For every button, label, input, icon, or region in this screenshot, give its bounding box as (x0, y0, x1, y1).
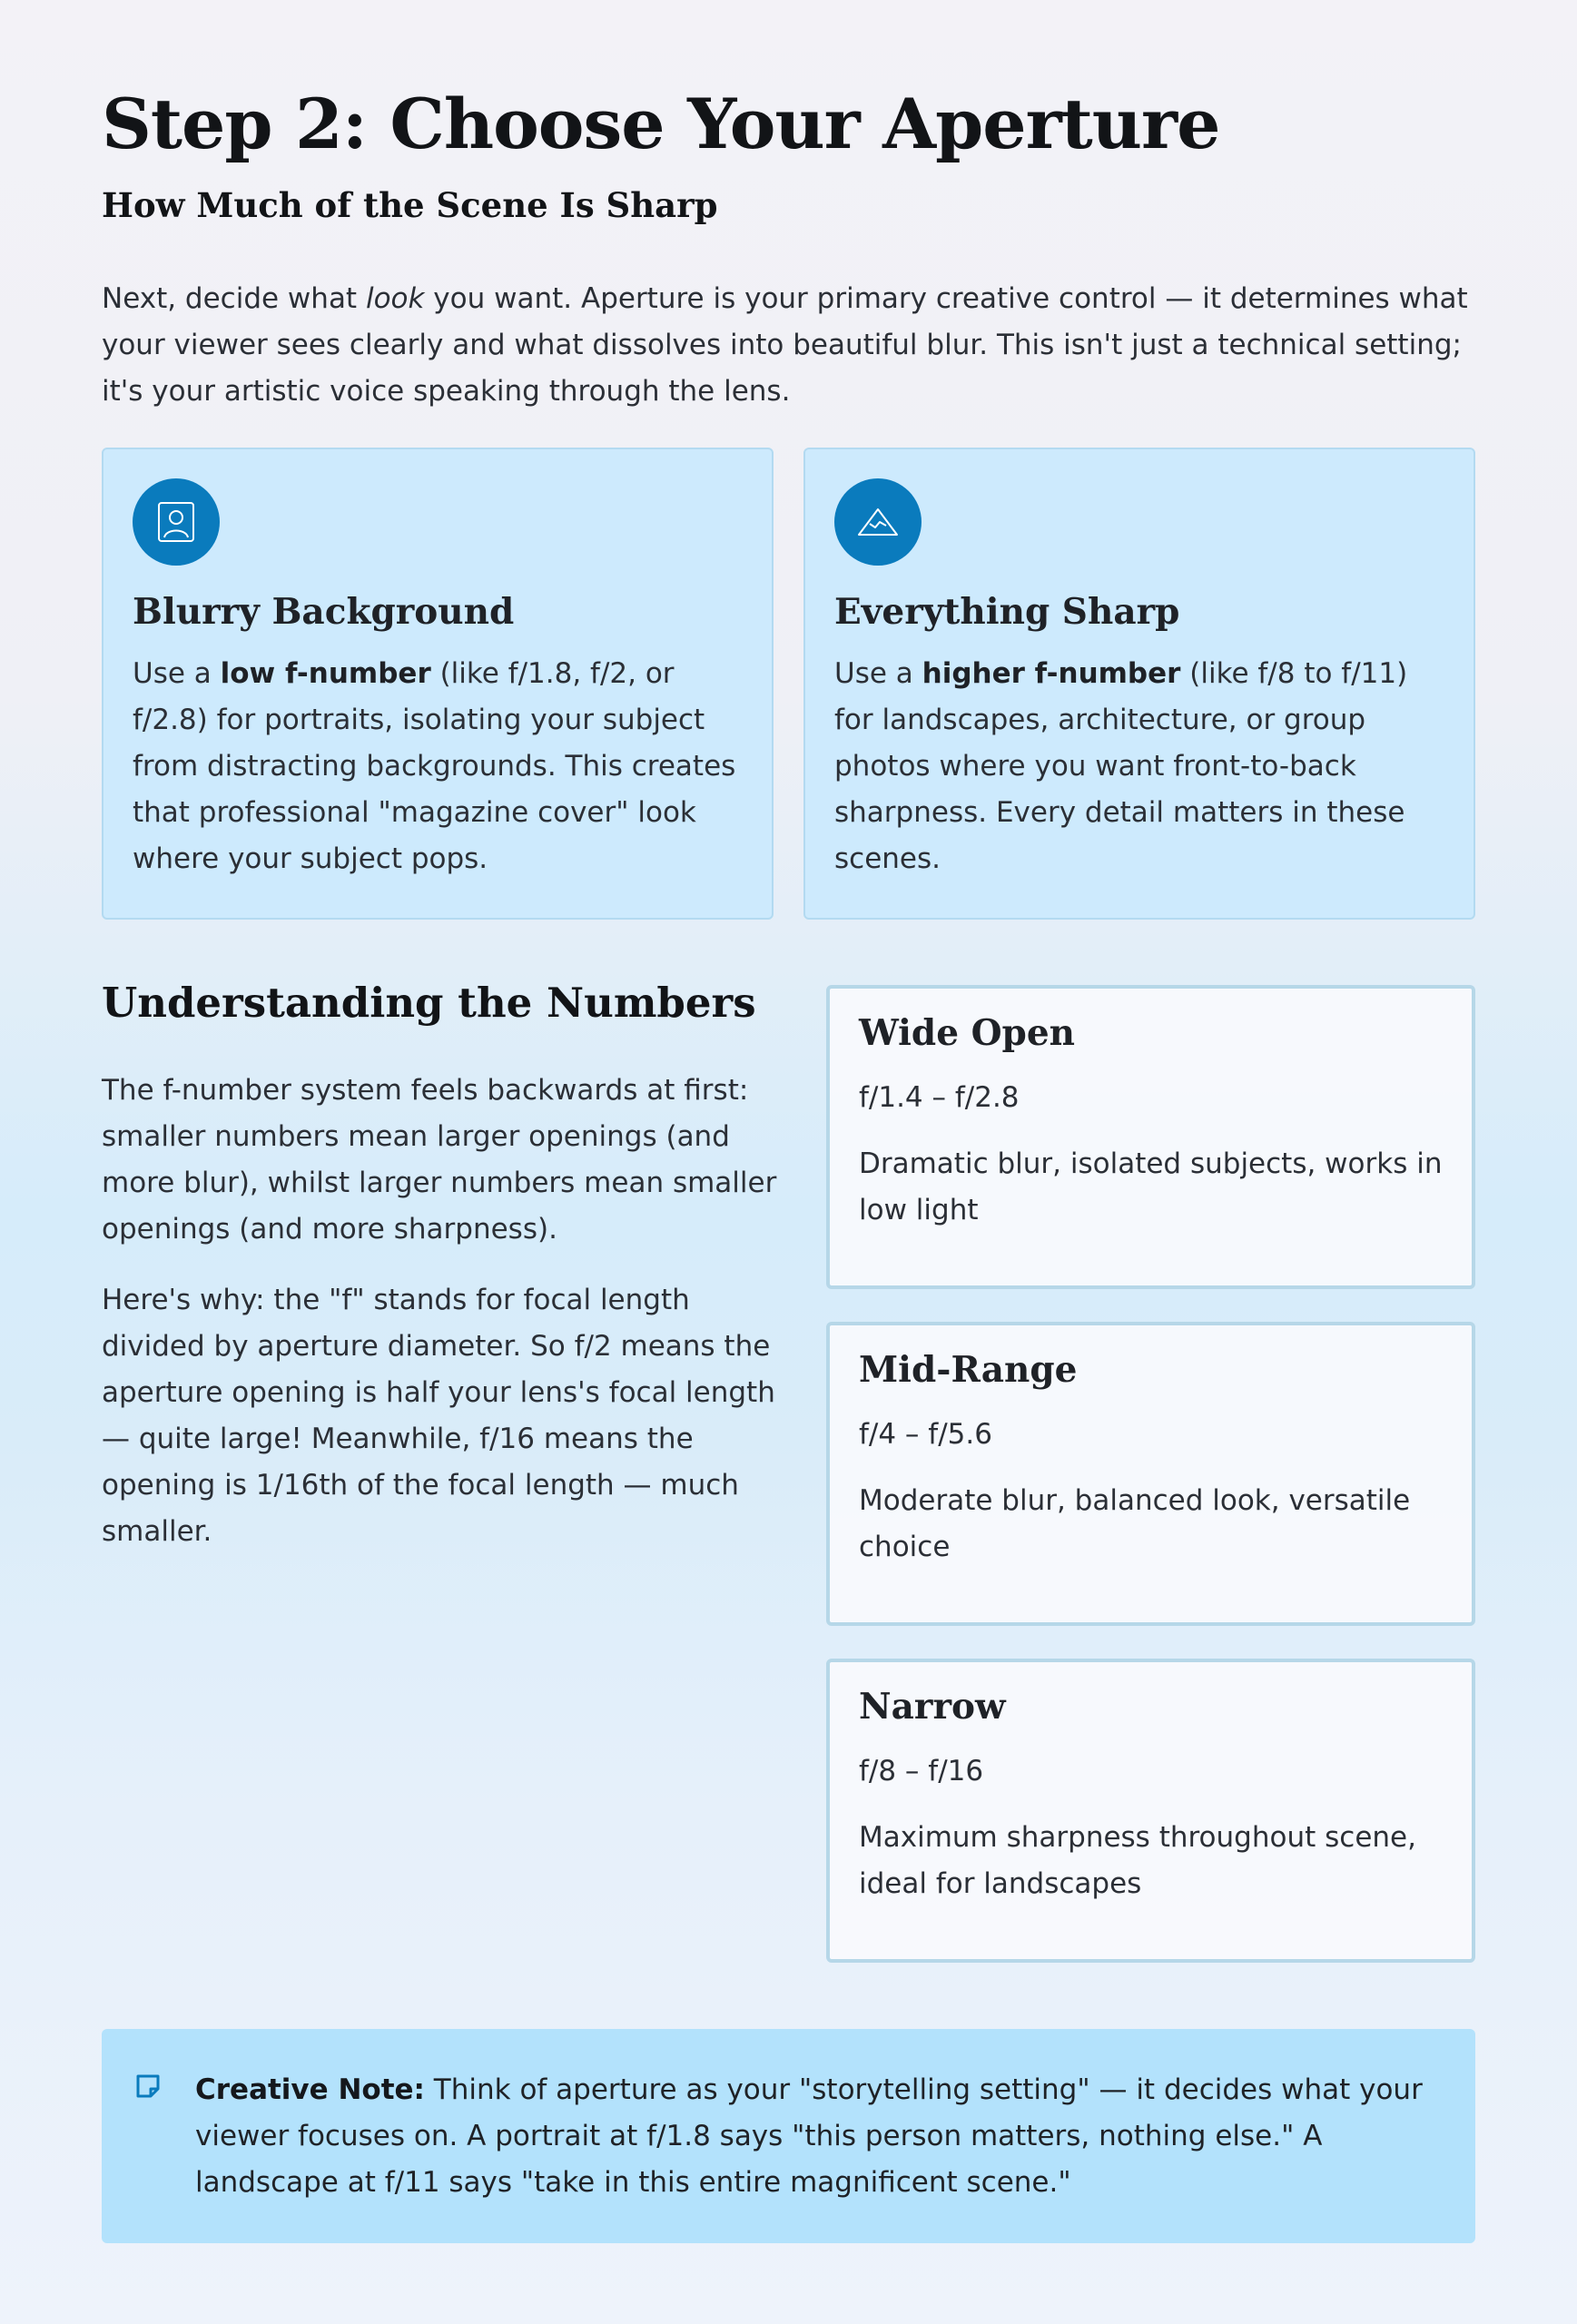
creative-note-text (195, 2067, 1430, 2206)
feature-text-end: (like f/8 to f/11) for landscapes, architecture, or group photos where you want front-to-back sharpness. Every detail matters in these scenes. (834, 657, 1408, 875)
feature-title: Everything Sharp (834, 591, 1180, 633)
feature-keyword: higher f-number (922, 657, 1181, 690)
range-description: Moderate blur, balanced look, versatile choice (859, 1484, 1411, 1563)
creative-note-body: Think of aperture as your "storytelling setting" — it decides what your viewer focuses on. A portrait at f/1.8 says "this person matters, nothing else." A landscape at f/11 says "take in this entire magnificent scene." (195, 2073, 1423, 2199)
intro-emphasis: look (365, 282, 425, 315)
feature-text-end: (like f/1.8, f/2, or f/2.8) for portraits, isolating your subject from distracting backgrounds. This creates that professional "magazine cover" look where your subject pops. (133, 657, 736, 875)
range-value: f/4 – f/5.6 (859, 1418, 992, 1451)
range-value: f/1.4 – f/2.8 (859, 1081, 1020, 1114)
feature-text-start: Use a (133, 657, 221, 690)
intro-text-start: Next, decide what (102, 282, 366, 315)
feature-description (834, 651, 1444, 882)
portrait-icon (133, 478, 220, 566)
range-card-wide-open (826, 985, 1475, 1289)
feature-keyword: low f-number (220, 657, 431, 690)
page-subtitle: How Much of the Scene Is Sharp (102, 185, 718, 225)
section-heading: Understanding the Numbers (102, 979, 756, 1027)
numbers-paragraph-2: Here's why: the "f" stands for focal length divided by aperture diameter. So f/2 means the aperture opening is half your lens's focal length — quite large! Meanwhile, f/16 means the opening is 1/16th of the focal length — much smaller. (102, 1284, 775, 1548)
range-title: Narrow (859, 1686, 1006, 1728)
range-card-narrow (826, 1659, 1475, 1963)
range-title: Wide Open (859, 1012, 1075, 1054)
intro-paragraph (102, 276, 1475, 415)
range-title: Mid-Range (859, 1349, 1078, 1391)
range-card-mid-range (826, 1322, 1475, 1626)
note-icon (134, 2073, 162, 2103)
page-title: Step 2: Choose Your Aperture (102, 84, 1220, 164)
range-description: Maximum sharpness throughout scene, ideal for landscapes (859, 1821, 1416, 1900)
feature-description (133, 651, 743, 882)
feature-card-blurry-background (102, 448, 774, 920)
creative-note-label: Creative Note: (195, 2073, 425, 2106)
feature-title: Blurry Background (133, 591, 515, 633)
range-description: Dramatic blur, isolated subjects, works in low light (859, 1147, 1443, 1226)
creative-note-callout (102, 2029, 1475, 2243)
intro-text-end: you want. Aperture is your primary creative control — it determines what your viewer sees clearly and what dissolves into beautiful blur. This isn't just a technical setting; it's your artistic voice speaking through the lens. (102, 282, 1468, 408)
feature-card-everything-sharp (803, 448, 1475, 920)
feature-text-start: Use a (834, 657, 922, 690)
mountain-icon (834, 478, 922, 566)
numbers-paragraph-1: The f-number system feels backwards at first: smaller numbers mean larger openings (and more blur), whilst larger numbers mean smaller openings (and more sharpness). (102, 1074, 777, 1246)
range-value: f/8 – f/16 (859, 1755, 984, 1787)
